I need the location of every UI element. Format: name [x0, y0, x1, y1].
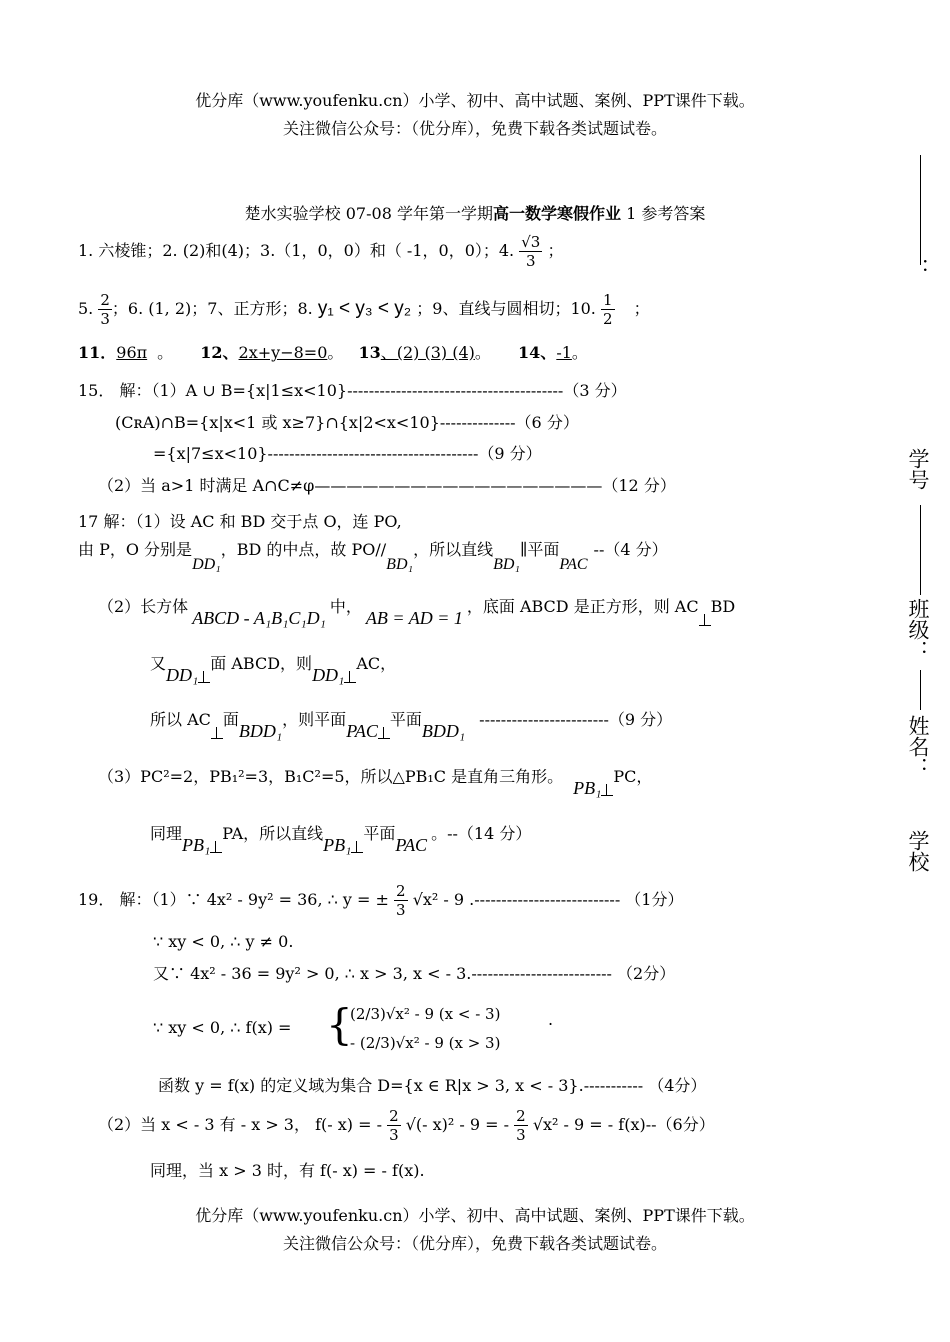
- q12-value: 2x+y−8=0: [238, 343, 328, 362]
- q17-l6-text-b: PC，: [613, 767, 653, 786]
- q17-l3-text-a: （2）长方体: [98, 597, 189, 616]
- q17-line-1: 17 解：（1）设 AC 和 BD 交于点 O，连 PO,: [78, 512, 402, 531]
- perpendicular-icon: [344, 671, 356, 683]
- q19-1-numerator: 2: [396, 882, 406, 900]
- q17-l7-text-b: PA，所以直线: [222, 824, 324, 843]
- q11-label: 11．: [78, 343, 117, 362]
- math-dd1-c: DD₁: [166, 665, 199, 685]
- q17-l5-text-c: ，则平面: [282, 710, 347, 729]
- q19-l6-text-a: （2）当 x < - 3 有 - x > 3， f(- x) = -: [98, 1115, 382, 1134]
- q17-l2-text-c: ，所以直线: [413, 540, 494, 559]
- q17-l2-text-d: ∥平面: [519, 540, 560, 559]
- math-pb1: PB₁: [573, 778, 602, 798]
- q17-line-4: [150, 651, 396, 683]
- answers-9-10: ；9、直线与圆相切；10.: [416, 299, 596, 318]
- margin-line-top: [920, 155, 921, 265]
- q17-l2-text-b: ，BD 的中点，故 PO//: [220, 540, 387, 559]
- q12-end: 。: [327, 343, 344, 362]
- q19-2-denominator: 3: [389, 1126, 399, 1144]
- q19-l1-text-a: 19． 解：（1）∵ 4x² - 9y² = 36, ∴ y = ±: [78, 890, 389, 909]
- q13-end: 。: [474, 343, 491, 362]
- math-pac: PAC: [559, 556, 588, 573]
- perpendicular-icon: [198, 671, 210, 683]
- q19-line-3: 又∵ 4x² - 36 = 9y² > 0, ∴ x > 3, x < - 3.-------------------------- （2分）: [153, 964, 676, 983]
- q14-label: 14、: [518, 343, 557, 362]
- q17-l4-text-a: 又: [150, 654, 167, 673]
- q17-l5-text-d: 平面: [389, 710, 422, 729]
- answers-line-3: [78, 340, 588, 363]
- header-line-1: 优分库（www.youfenku.cn）小学、初中、高中试题、案例、PPT课件下载。: [195, 91, 755, 110]
- perpendicular-icon: [351, 841, 363, 853]
- math-pb1-b: PB₁: [182, 835, 211, 855]
- q14-value: -1: [556, 343, 572, 362]
- answers-1-to-4: 1. 六棱锥；2. (2)和(4)；3.（1，0，0）和（ -1，0，0）；4.: [78, 241, 515, 260]
- answer-5-label: 5.: [78, 299, 94, 318]
- q19-line-2: ∵ xy < 0, ∴ y ≠ 0.: [153, 932, 294, 951]
- footer-line-1: 优分库（www.youfenku.cn）小学、初中、高中试题、案例、PPT课件下载。: [195, 1206, 755, 1225]
- q19-line-1: [78, 882, 684, 919]
- q19-3-denominator: 3: [516, 1126, 526, 1144]
- q4-numerator: √3: [521, 233, 541, 251]
- answers-6-to-8: ；6. (1, 2)；7、正方形；8.: [111, 299, 313, 318]
- q12-label: 12、: [200, 343, 239, 362]
- q17-l2-score: --（4 分）: [593, 540, 668, 559]
- q17-l2-text-a: 由 P，O 分别是: [78, 540, 193, 559]
- q19-line-4-end: .: [548, 1010, 554, 1029]
- q15-line-4: （2）当 a>1 时满足 A∩C≠φ——————————————————（12 分）: [98, 476, 676, 495]
- q13-value: 、(2) (3) (4): [380, 343, 475, 362]
- answers-line-2-end: ；: [633, 299, 650, 318]
- q10-numerator: 1: [603, 291, 613, 309]
- margin-line-class: [920, 670, 921, 710]
- answers-line-2: [78, 291, 650, 328]
- q17-l4-text-c: AC，: [356, 654, 397, 673]
- q17-line-2: [78, 537, 668, 573]
- q4-denominator: 3: [526, 252, 536, 270]
- q17-l3-text-d: BD: [710, 597, 736, 616]
- q17-l3-text-b: 中，: [329, 597, 362, 616]
- q11-end: 。: [157, 343, 174, 362]
- q19-line-4-lead: ∵ xy < 0, ∴ f(x) =: [153, 1018, 292, 1037]
- margin-name-label: 姓名：: [906, 715, 930, 778]
- math-bd1-b: BD₁: [493, 556, 520, 573]
- q17-l6-text: （3）PC²=2，PB₁²=3，B₁C²=5，所以△PB₁C 是直角三角形。: [98, 767, 564, 786]
- q11-value: 96π: [116, 343, 148, 362]
- math-dd1: DD₁: [192, 556, 221, 573]
- q14-end: 。: [571, 343, 588, 362]
- q17-l7-score: 。--（14 分）: [431, 824, 532, 843]
- piecewise-case-2: - (2/3)√x² - 9 (x > 3): [350, 1034, 501, 1052]
- margin-school-label: 学校: [906, 830, 930, 872]
- fraction-q10: [601, 291, 615, 328]
- fraction-q19-1: [394, 882, 408, 919]
- math-dd1-d: DD₁: [312, 665, 345, 685]
- q19-2-numerator: 2: [389, 1107, 399, 1125]
- answer-8-value: y₁ < y₃ < y₂: [317, 298, 412, 319]
- math-bd1: BD₁: [386, 556, 414, 573]
- q17-l5-score: ------------------------（9 分）: [479, 710, 673, 729]
- math-bdd1-b: BDD₁: [421, 721, 466, 741]
- q5-numerator: 2: [100, 291, 110, 309]
- header-line-2: 关注微信公众号：（优分库），免费下载各类试题试卷。: [282, 119, 667, 138]
- q15-line-1: 15． 解：（1）A ∪ B={x|1≤x<10}----------------------------------------（3 分）: [78, 381, 627, 400]
- q17-l7-text-c: 平面: [363, 824, 396, 843]
- math-pac-2: PAC: [346, 721, 378, 741]
- q19-line-5: 函数 y = f(x) 的定义域为集合 D={x ∈ R|x > 3, x < - 3}.----------- （4分）: [158, 1076, 707, 1095]
- perpendicular-icon: [699, 614, 711, 626]
- answers-line-1-end: ；: [547, 241, 564, 260]
- q10-denominator: 2: [603, 310, 613, 328]
- perpendicular-icon: [378, 727, 390, 739]
- q19-l6-text-c: √x² - 9 = - f(x)--（6分）: [532, 1115, 715, 1134]
- margin-number-label: 学号: [906, 448, 930, 490]
- q17-line-3: [98, 594, 735, 626]
- answers-line-1: [78, 233, 563, 270]
- q19-1-denominator: 3: [396, 901, 406, 919]
- q19-line-6: [98, 1107, 715, 1144]
- margin-class-label: 班级：: [906, 598, 930, 661]
- margin-line-number: [920, 505, 921, 595]
- title-bold: 高一数学寒假作业: [492, 204, 621, 223]
- math-box: ABCD - A₁B₁C₁D₁: [192, 608, 326, 628]
- q17-line-6: [98, 764, 652, 796]
- fraction-q19-2: [387, 1107, 401, 1144]
- piecewise-case-1: (2/3)√x² - 9 (x < - 3): [350, 1005, 501, 1023]
- page-title: [0, 201, 950, 224]
- q15-line-2: (CʀA)∩B={x|x<1 或 x≥7}∩{x|2<x<10}--------------（6 分）: [115, 413, 579, 432]
- perpendicular-icon: [211, 727, 223, 739]
- q17-l4-text-b: 面 ABCD，则: [210, 654, 313, 673]
- q19-l1-text-b: √x² - 9 .--------------------------- （1分）: [412, 890, 684, 909]
- q17-line-7: [150, 821, 531, 853]
- math-ab-ad: AB = AD = 1: [365, 608, 463, 628]
- q17-l3-text-c: ，底面 ABCD 是正方形，则 AC: [466, 597, 699, 616]
- q17-line-5: [150, 707, 672, 739]
- q19-3-numerator: 2: [516, 1107, 526, 1125]
- q17-l5-text-a: 所以 AC: [150, 710, 211, 729]
- math-bdd1: BDD₁: [238, 721, 283, 741]
- q19-l6-text-b: √(- x)² - 9 = -: [405, 1115, 510, 1134]
- fraction-q5: [98, 291, 112, 328]
- q15-line-3: ={x|7≤x<10}---------------------------------------（9 分）: [153, 444, 542, 463]
- q13-label: 13: [358, 343, 381, 362]
- left-brace-icon: {: [326, 1000, 353, 1049]
- perpendicular-icon: [210, 841, 222, 853]
- math-pb1-c: PB₁: [323, 835, 352, 855]
- math-pac-3: PAC: [395, 835, 428, 855]
- q17-l7-text-a: 同理: [150, 824, 183, 843]
- q19-line-7: 同理，当 x > 3 时，有 f(- x) = - f(x).: [150, 1161, 425, 1180]
- fraction-q19-3: [514, 1107, 528, 1144]
- perpendicular-icon: [601, 784, 613, 796]
- title-suffix: 1 参考答案: [620, 204, 706, 223]
- q17-l5-text-b: 面: [222, 710, 239, 729]
- margin-colon: ：: [907, 258, 931, 279]
- footer-line-2: 关注微信公众号：（优分库），免费下载各类试题试卷。: [282, 1234, 667, 1253]
- q5-denominator: 3: [100, 310, 110, 328]
- fraction-q4: [519, 233, 542, 270]
- title-prefix: 楚水实验学校 07-08 学年第一学期: [244, 204, 493, 223]
